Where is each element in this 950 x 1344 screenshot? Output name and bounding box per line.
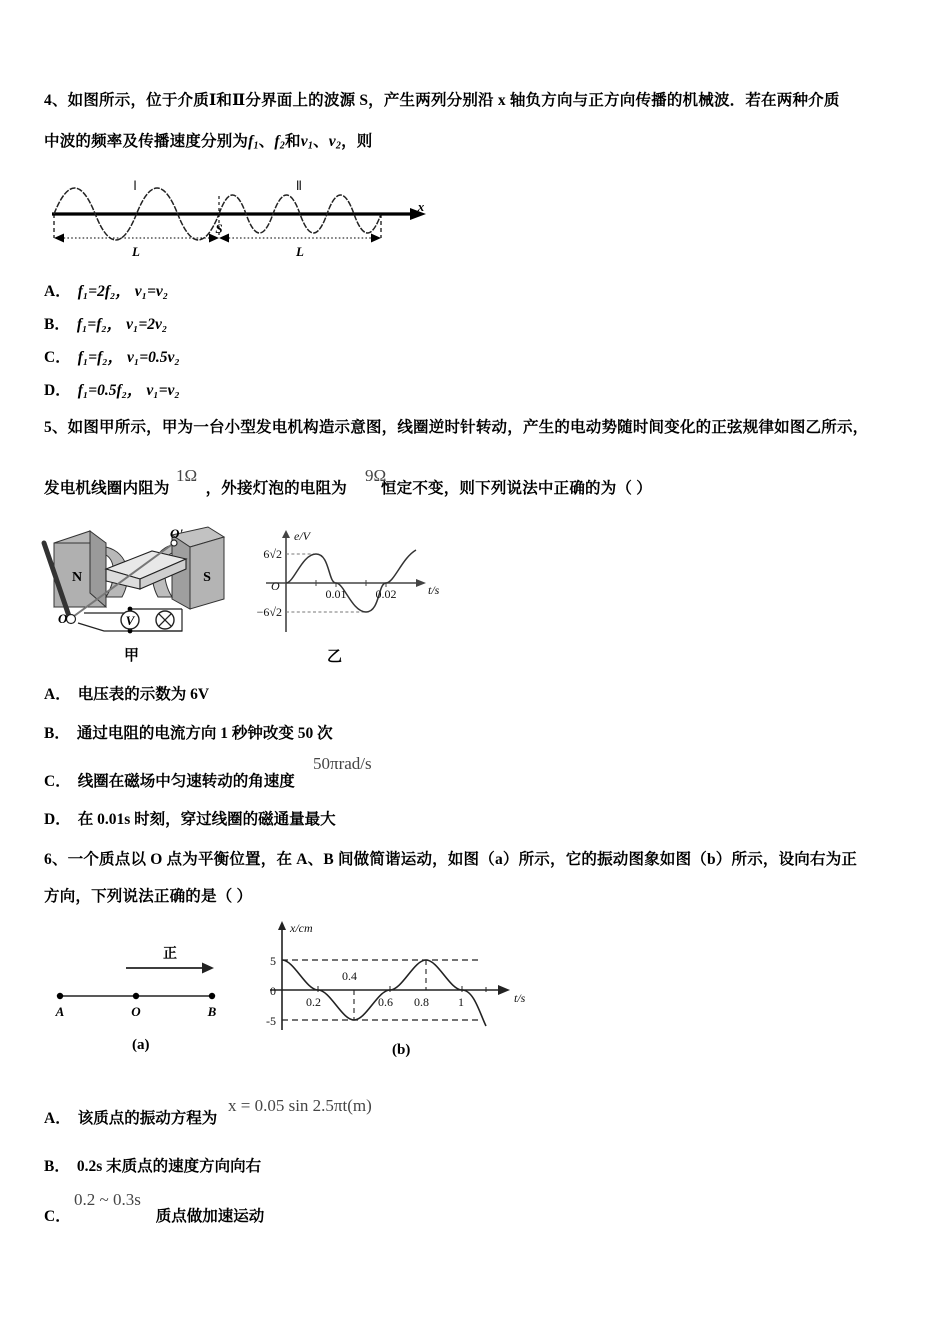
q4-option-d-label: D． [44, 382, 71, 399]
medium-I-label: Ⅰ [133, 178, 137, 193]
arrow-left-1 [54, 234, 64, 243]
shm-line-diagram [44, 928, 264, 1028]
q5-option-c-formula: 50πrad/s [313, 754, 372, 773]
q6-option-a[interactable] [44, 1110, 217, 1129]
y-axis-label: e/V [294, 529, 310, 543]
axis-end-o [67, 615, 76, 624]
q4-sep1: 、 [258, 133, 275, 150]
x-tick-1: 1 [458, 995, 464, 1009]
y-tick-minus5: -5 [266, 1014, 276, 1028]
q6-figure-a [44, 928, 264, 1028]
q4-f2: $f_2$ [274, 133, 286, 152]
y-axis-arrow [282, 530, 290, 538]
q6-figure-b [264, 918, 549, 1038]
emf-time-graph [244, 528, 454, 638]
q4-option-b-label: B． [44, 316, 70, 333]
q5-option-d-text: 在 0.01s 时刻，穿过线圈的磁通量最大 [77, 811, 336, 828]
q6-option-c-label: C． [44, 1208, 71, 1225]
displacement-time-graph [264, 918, 549, 1038]
x-axis-label: t/s [428, 583, 440, 597]
point-a-label: A [55, 1004, 65, 1019]
south-pole-label: S [203, 570, 211, 585]
point-a-dot [57, 993, 63, 999]
q6-option-a-label: A． [44, 1110, 71, 1127]
q6-option-b[interactable] [44, 1158, 261, 1177]
point-o-label: O [131, 1004, 141, 1019]
q4-f1: $f_1$ [248, 133, 259, 152]
length-label-right: L [296, 244, 304, 259]
y-axis-label: x/cm [290, 921, 313, 935]
q5-option-a-text: 电压表的示数为 6V [77, 686, 210, 703]
y-axis-arrow [278, 921, 286, 930]
q6-option-a-text: 该质点的振动方程为 [77, 1110, 218, 1127]
q4-option-c[interactable] [44, 349, 180, 368]
arrow-right-2 [371, 234, 381, 243]
q5-stem-line1: 5、如图甲所示，甲为一台小型发电机构造示意图，线圈逆时针转动，产生的电动势随时间变化的正弦规律如图乙所示， [44, 419, 869, 436]
q6-option-b-label: B． [44, 1158, 70, 1175]
q6-stem-line1: 6、一个质点以 O 点为平衡位置，在 A、B 间做简谐运动，如图（a）所示，它的振动图象如图（b）所示，设向右为正 [44, 851, 858, 868]
origin-label: O [271, 579, 280, 593]
q5-option-c-label: C． [44, 773, 71, 790]
q4-v1: $v_1$ [300, 133, 314, 152]
positive-direction-label: 正 [163, 945, 177, 961]
x-axis-arrow [416, 579, 426, 587]
q5-option-b-label: B． [44, 725, 70, 742]
q5-option-a[interactable] [44, 686, 209, 705]
x-tick-0-02: 0.02 [375, 587, 397, 601]
q6-option-c-text: 质点做加速运动 [155, 1208, 265, 1225]
q6-option-a-formula: x = 0.05 sin 2.5πt(m) [228, 1096, 372, 1115]
q6-option-c-range: 0.2 ~ 0.3s [74, 1190, 141, 1209]
q4-v2: $v_2$ [328, 133, 342, 152]
medium-II-label: Ⅱ [295, 178, 303, 193]
q6-option-b-text: 0.2s 末质点的速度方向向右 [76, 1158, 262, 1175]
axis-label-o-prime: O' [170, 526, 183, 541]
x-tick-0-2: 0.2 [306, 995, 321, 1009]
q6-option-c[interactable] [44, 1208, 264, 1227]
circuit-upper-wire [84, 609, 130, 613]
x-axis-arrow [498, 985, 510, 995]
q5-stem-line2-b: ，外接灯泡的电阻为 [205, 480, 347, 497]
q4-option-a[interactable] [44, 283, 168, 302]
q5-figure-jia [44, 527, 239, 639]
q5-stem-line2 [44, 480, 652, 499]
q4-option-b-text: f₁=f₂， v₁=2v₂ [76, 316, 168, 333]
x-tick-0-8: 0.8 [414, 995, 429, 1009]
voltmeter-label: V [125, 613, 135, 628]
axis-label-o: O [58, 611, 68, 626]
q5-option-b[interactable] [44, 725, 333, 744]
q5-lamp-resistance: 9Ω [365, 466, 387, 485]
q4-option-c-text: f₁=f₂， v₁=0.5v₂ [77, 349, 180, 366]
point-o-dot [133, 993, 139, 999]
wave-interface-diagram [44, 166, 434, 261]
north-pole-label: N [71, 570, 83, 585]
q6-figure-b-caption: (b) [392, 1042, 411, 1058]
positive-direction-arrow-head [202, 963, 214, 974]
q5-figure-jia-caption: 甲 [124, 647, 140, 664]
q5-option-c-text: 线圈在磁场中匀速转动的角速度 [77, 773, 295, 790]
displacement-curve [282, 960, 486, 1026]
y-tick-0: 0 [270, 984, 276, 998]
q6-figure-a-caption: (a) [132, 1037, 150, 1053]
x-axis-label: t/s [514, 991, 526, 1005]
q4-option-a-text: f₁=2f₂， v₁=v₂ [77, 283, 169, 300]
q5-option-d-label: D． [44, 811, 71, 828]
emf-sine-curve [286, 550, 416, 612]
q4-end: ，则 [341, 133, 373, 150]
q5-stem-line2-a: 发电机线圈内阻为 [44, 480, 170, 497]
y-max-label: 6√2 [263, 547, 282, 561]
y-min-label: −6√2 [256, 605, 282, 619]
q4-figure [44, 166, 434, 261]
q5-option-b-text: 通过电阻的电流方向 1 秒钟改变 50 次 [76, 725, 333, 742]
point-b-dot [209, 993, 215, 999]
q5-internal-resistance: 1Ω [176, 466, 198, 485]
x-tick-0-6: 0.6 [378, 995, 393, 1009]
source-label: S [215, 221, 223, 236]
q4-sep2: 、 [313, 133, 329, 150]
x-tick-0-01: 0.01 [325, 587, 347, 601]
q5-stem-line2-c: 恒定不变，则下列说法中正确的为（ ） [380, 480, 652, 497]
q6-stem-line2: 方向，下列说法正确的是（ ） [44, 888, 253, 905]
q4-option-a-label: A． [44, 283, 71, 300]
point-b-label: B [207, 1004, 217, 1019]
x-axis-label: x [417, 199, 425, 214]
q4-option-d-text: f₁=0.5f₂， v₁=v₂ [77, 382, 180, 399]
q5-figure-yi [244, 528, 454, 638]
q5-figure-yi-caption: 乙 [327, 648, 343, 665]
q5-option-d[interactable] [44, 811, 336, 830]
q4-option-b[interactable] [44, 316, 167, 335]
q5-option-a-label: A． [44, 686, 71, 703]
q4-option-d[interactable] [44, 382, 180, 401]
q4-stem-line2 [44, 133, 373, 153]
y-tick-5: 5 [270, 954, 276, 968]
q4-stem-line2-a: 中波的频率及传播速度分别为 [44, 133, 249, 150]
q5-option-c[interactable] [44, 773, 295, 792]
length-label-left: L [132, 244, 140, 259]
q4-stem-line1: 4、如图所示，位于介质Ⅰ和Ⅱ分界面上的波源 S，产生两列分别沿 x 轴负方向与正方向传播的机械波．若在两种介质 [44, 92, 840, 109]
generator-schematic [44, 527, 239, 639]
q4-and: 和 [285, 133, 301, 150]
x-tick-0-4: 0.4 [342, 969, 357, 983]
q4-option-c-label: C． [44, 349, 71, 366]
